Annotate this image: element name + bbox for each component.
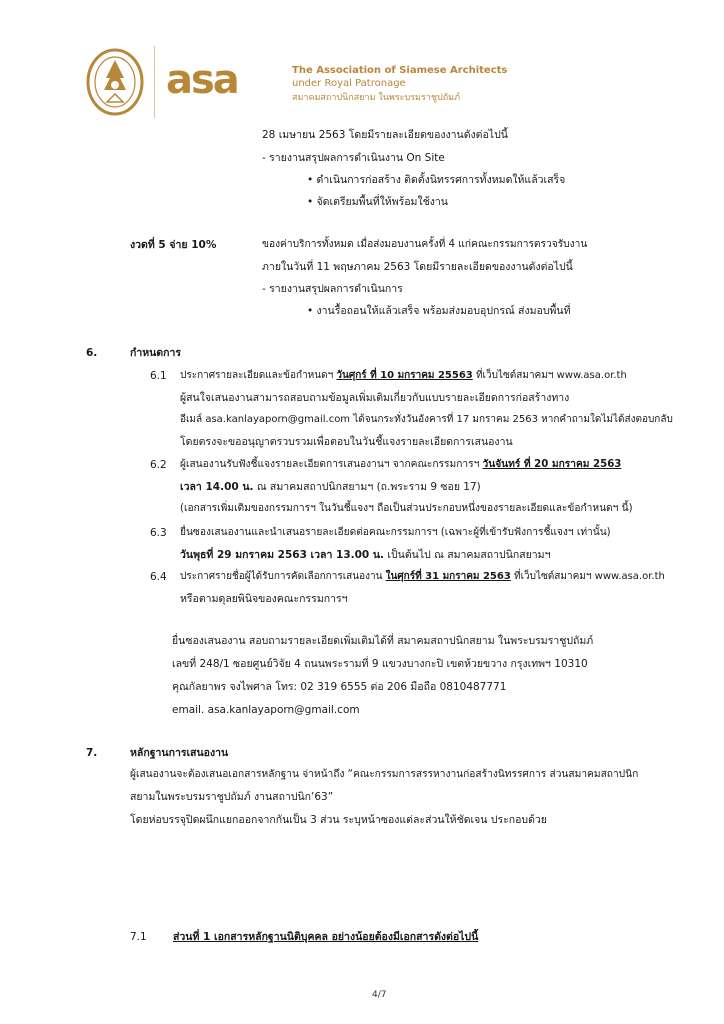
item-6-2-location: ณ สมาคมสถาปนิกสยามฯ (ถ.พระราม 9 ซอย 17) (253, 481, 481, 493)
org-name-en: The Association of Siamese Architects (292, 65, 508, 76)
item-6-4-website[interactable]: ที่เว็บไซต์สมาคมฯ www.asa.or.th (510, 571, 665, 582)
item-6-2-number: 6.2 (150, 459, 167, 471)
item-6-3-number: 6.3 (150, 527, 167, 539)
installment-5-line-2: ภายในวันที่ 11 พฤษภาคม 2563 โดยมีรายละเอียดของงานดังต่อไปนี้ (262, 261, 573, 273)
section-6-title: กำหนดการ (130, 347, 182, 359)
item-6-1-number: 6.1 (150, 370, 167, 382)
logo-divider (154, 46, 155, 118)
top-line-2: - รายงานสรุปผลการดำเนินงาน On Site (262, 152, 445, 164)
item-6-2-line-1 (180, 458, 621, 472)
item-6-4-date: ในศุกร์ที่ 31 มกราคม 2563 (385, 571, 511, 582)
item-6-2-line-2 (180, 480, 481, 494)
asa-wordmark: asa (166, 57, 238, 103)
item-6-3-datetime: วันพุธที่ 29 มกราคม 2563 เวลา 13.00 น. (180, 549, 385, 561)
item-6-1-line-3: อีเมล์ asa.kanlayaporn@gmail.com ได้จนกระทั่งวันอังคารที่ 17 มกราคม 2563 หากคำถามใดไม่ได้ส่งตอบกลับ (180, 414, 673, 425)
item-6-3-line-1: ยื่นซองเสนองานและนำเสนอรายละเอียดต่อคณะกรรมการฯ (เฉพาะผู้ที่เข้ารับฟังการชี้แจงฯ เท่านั้น) (180, 527, 611, 538)
installment-5-line-1: ของค่าบริการทั้งหมด เมื่อส่งมอบงานครั้งที่ 4 แก่คณะกรรมการตรวจรับงาน (262, 239, 588, 250)
section-6-number: 6. (86, 347, 98, 359)
contact-email[interactable]: email. asa.kanlayaporn@gmail.com (172, 704, 360, 716)
section-7-line-2: สยามในพระบรมราชูปถัมภ์ งานสถาปนิก’63” (130, 791, 334, 803)
item-6-3-location: เป็นต้นไป ณ สมาคมสถาปนิกสยามฯ (384, 549, 551, 561)
section-7-line-3: โดยห่อบรรจุปิดผนึกแยกออกจากกันเป็น 3 ส่วน ระบุหน้าซองแต่ละส่วนให้ชัดเจน ประกอบด้วย (130, 814, 547, 826)
item-6-1-line-2: ผู้สนใจเสนองานสามารถสอบถามข้อมูลเพิ่มเติมเกี่ยวกับแบบรายละเอียดการก่อสร้างทาง (180, 392, 570, 404)
section-7-title: หลักฐานการเสนองาน (130, 747, 229, 759)
item-7-1-title: ส่วนที่ 1 เอกสารหลักฐานนิติบุคคล อย่างน้อยต้องมีเอกสารดังต่อไปนี้ (173, 931, 479, 943)
item-6-1-website[interactable]: ที่เว็บไซต์สมาคมฯ www.asa.or.th (472, 370, 627, 381)
item-6-2-time: เวลา 14.00 น. (180, 481, 254, 493)
top-bullet-2: • จัดเตรียมพื้นที่ให้พร้อมใช้งาน (307, 196, 448, 208)
org-subtitle-en: under Royal Patronage (292, 78, 406, 89)
installment-5-bullet-1: • งานรื้อถอนให้แล้วเสร็จ พร้อมส่งมอบอุปกรณ์ ส่งมอบพื้นที่ (307, 305, 571, 317)
contact-line-3: คุณกัลยาพร จงไพศาล โทร: 02 319 6555 ต่อ 206 มือถือ 0810487771 (172, 681, 507, 693)
item-6-4-number: 6.4 (150, 571, 167, 583)
item-6-1-line-4: โดยตรงจะขออนุญาตรวบรวมเพื่อตอบในวันชี้แจงรายละเอียดการเสนองาน (180, 436, 513, 448)
org-name-th: สมาคมสถาปนิกสยาม ในพระบรมราชูปถัมภ์ (292, 93, 461, 103)
page-number: 4/7 (372, 990, 387, 1000)
item-7-1-number: 7.1 (130, 931, 147, 943)
contact-line-2: เลขที่ 248/1 ซอยศูนย์วิจัย 4 ถนนพระรามที่ 9 แขวงบางกะปิ เขตห้วยขวาง กรุงเทพฯ 10310 (172, 658, 588, 670)
item-6-2-date: วันจันทร์ ที่ 20 มกราคม 2563 (482, 459, 622, 470)
installment-5-label: งวดที่ 5 จ่าย 10% (130, 239, 217, 251)
installment-5-line-3: - รายงานสรุปผลการดำเนินการ (262, 283, 403, 295)
item-6-4-line-2: หรือตามดุลยพินิจของคณะกรรมการฯ (180, 593, 348, 605)
item-6-1-date: วันศุกร์ ที่ 10 มกราคม 25563 (336, 370, 473, 381)
asa-seal-logo (86, 48, 144, 116)
item-6-3-line-2 (180, 548, 551, 562)
section-7-number: 7. (86, 747, 98, 759)
item-6-1-text: ประกาศรายละเอียดและข้อกำหนดฯ (180, 370, 337, 381)
section-7-line-1: ผู้เสนองานจะต้องเสนอเอกสารหลักฐาน จ่าหน้าถึง “คณะกรรมการสรรหางานก่อสร้างนิทรรศการ ส่วนสมาคมสถาปนิก (130, 769, 639, 780)
item-6-1-line-1 (180, 369, 627, 383)
top-line-1: 28 เมษายน 2563 โดยมีรายละเอียดของงานดังต่อไปนี้ (262, 129, 508, 141)
item-6-4-line-1 (180, 570, 665, 584)
item-6-4-text: ประกาศรายชื่อผู้ได้รับการคัดเลือกการเสนองาน (180, 571, 386, 582)
item-6-2-text: ผู้เสนองานรับฟังชี้แจงรายละเอียดการเสนองานฯ จากคณะกรรมการฯ (180, 459, 483, 470)
contact-line-1: ยื่นซองเสนองาน สอบถามรายละเอียดเพิ่มเติมได้ที่ สมาคมสถาปนิกสยาม ในพระบรมราชูปถัมภ์ (172, 635, 594, 647)
top-bullet-1: • ดำเนินการก่อสร้าง ติดตั้งนิทรรศการทั้งหมดให้แล้วเสร็จ (307, 174, 566, 186)
item-6-2-line-3: (เอกสารเพิ่มเติมของกรรมการฯ ในวันชี้แจงฯ ถือเป็นส่วนประกอบหนึ่งของรายละเอียดและข้อกำหนดฯ นี้) (180, 503, 633, 514)
